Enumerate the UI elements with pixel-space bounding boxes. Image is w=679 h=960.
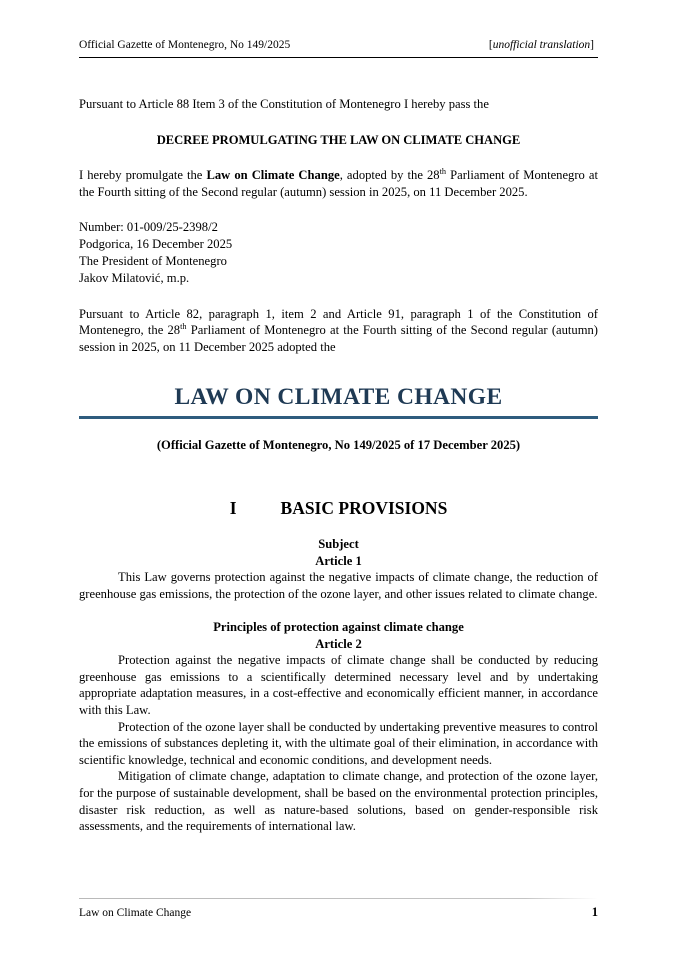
footer-row — [79, 905, 598, 921]
chapter-name: BASIC PROVISIONS — [280, 498, 448, 518]
footer-document-name: Law on Climate Change — [79, 907, 192, 919]
header-bracket-open: [ — [488, 39, 493, 51]
article-number: Article 1 — [315, 553, 362, 568]
article-paragraph: This Law governs protection against the negative impacts of climate change, the reduction of greenhouse gas emissions, the protection of the ozone layer, and other issues related to climate change. — [79, 570, 598, 601]
promulgation-paragraph — [79, 167, 598, 200]
footer-page-number: 1 — [591, 905, 598, 919]
article-paragraph: Protection of the ozone layer shall be conducted by undertaking preventive measures to control the emissions of substances depleting it, with the ultimate goal of their elimination, in accordance with scientific knowledge, technical and economic conditions, and development needs. — [79, 719, 598, 767]
article-block — [79, 536, 598, 602]
decree-place-date: Podgorica, 16 December 2025 — [79, 237, 233, 252]
chapter-numeral: I — [229, 498, 237, 518]
articles-container — [79, 536, 598, 835]
document-header — [79, 38, 598, 58]
footer-divider — [79, 898, 598, 899]
article-paragraph: Protection against the negative impacts of climate change shall be conducted by reducing greenhouse gas emissions to a scientifically determined necessary level and by undertaking appropriate adaptation measures, in a cost-effective and economically efficient manner, in accordance with this Law. — [79, 653, 598, 717]
header-translation-text: unofficial translation — [492, 39, 591, 51]
promulgation-text-part1: I hereby promulgate the — [79, 168, 207, 183]
adoption-text-part1: Pursuant to Article 82, paragraph 1, item 2 and Article 91, paragraph 1 of the Constitution of Montenegro, the 28 — [79, 306, 598, 338]
law-gazette-reference: (Official Gazette of Montenegro, No 149/2025 of 17 December 2025) — [156, 438, 521, 452]
chapter-heading — [79, 496, 598, 520]
page-title: LAW ON CLIMATE CHANGE — [174, 384, 503, 410]
article-heading: Principles of protection against climate change — [213, 619, 464, 634]
signature-block — [79, 219, 598, 286]
law-title-block — [79, 383, 598, 419]
president-office-label: The President of Montenegro — [79, 253, 227, 268]
header-translation-note — [489, 38, 598, 53]
header-bracket-close: ] — [590, 39, 594, 51]
article-block — [79, 619, 598, 835]
promulgation-law-name: Law on Climate Change — [206, 168, 340, 183]
article-heading: Subject — [318, 537, 359, 551]
title-divider — [79, 416, 598, 419]
document-footer — [79, 898, 598, 921]
president-name: Jakov Milatović, m.p. — [79, 270, 190, 285]
promulgation-ordinal-suffix: th — [439, 167, 447, 176]
parliament-adoption-paragraph — [79, 306, 598, 356]
promulgation-text-part2: , adopted by the 28 — [339, 168, 440, 183]
promulgation-text-part3: Parliament of Montenegro at the Fourth sitting of the Second regular (autumn) session in 2025, on 11 December 2025. — [79, 168, 598, 199]
article-number: Article 2 — [315, 636, 362, 651]
article-spacer — [79, 602, 598, 619]
pursuant-lead-paragraph: Pursuant to Article 88 Item 3 of the Constitution of Montenegro I hereby pass the — [79, 97, 489, 111]
adoption-text-part2: Parliament of Montenegro at the Fourth sitting of the Second regular (autumn) session in 2025, on 11 December 2025 adopted the — [79, 323, 598, 354]
decree-number: Number: 01-009/25-2398/2 — [79, 220, 218, 235]
decree-title: DECREE PROMULGATING THE LAW ON CLIMATE CHANGE — [156, 132, 521, 147]
adoption-ordinal-suffix: th — [180, 321, 187, 331]
header-gazette-reference: Official Gazette of Montenegro, No 149/2025 — [79, 39, 291, 51]
article-paragraph: Mitigation of climate change, adaptation to climate change, and protection of the ozone layer, for the purpose of sustainable development, shall be based on the environmental protection principles, disaster risk reduction, as well as nature-based solutions, based on gender-responsible risk assessments, and the requirements of international law. — [79, 769, 598, 834]
decree-section — [79, 96, 598, 355]
